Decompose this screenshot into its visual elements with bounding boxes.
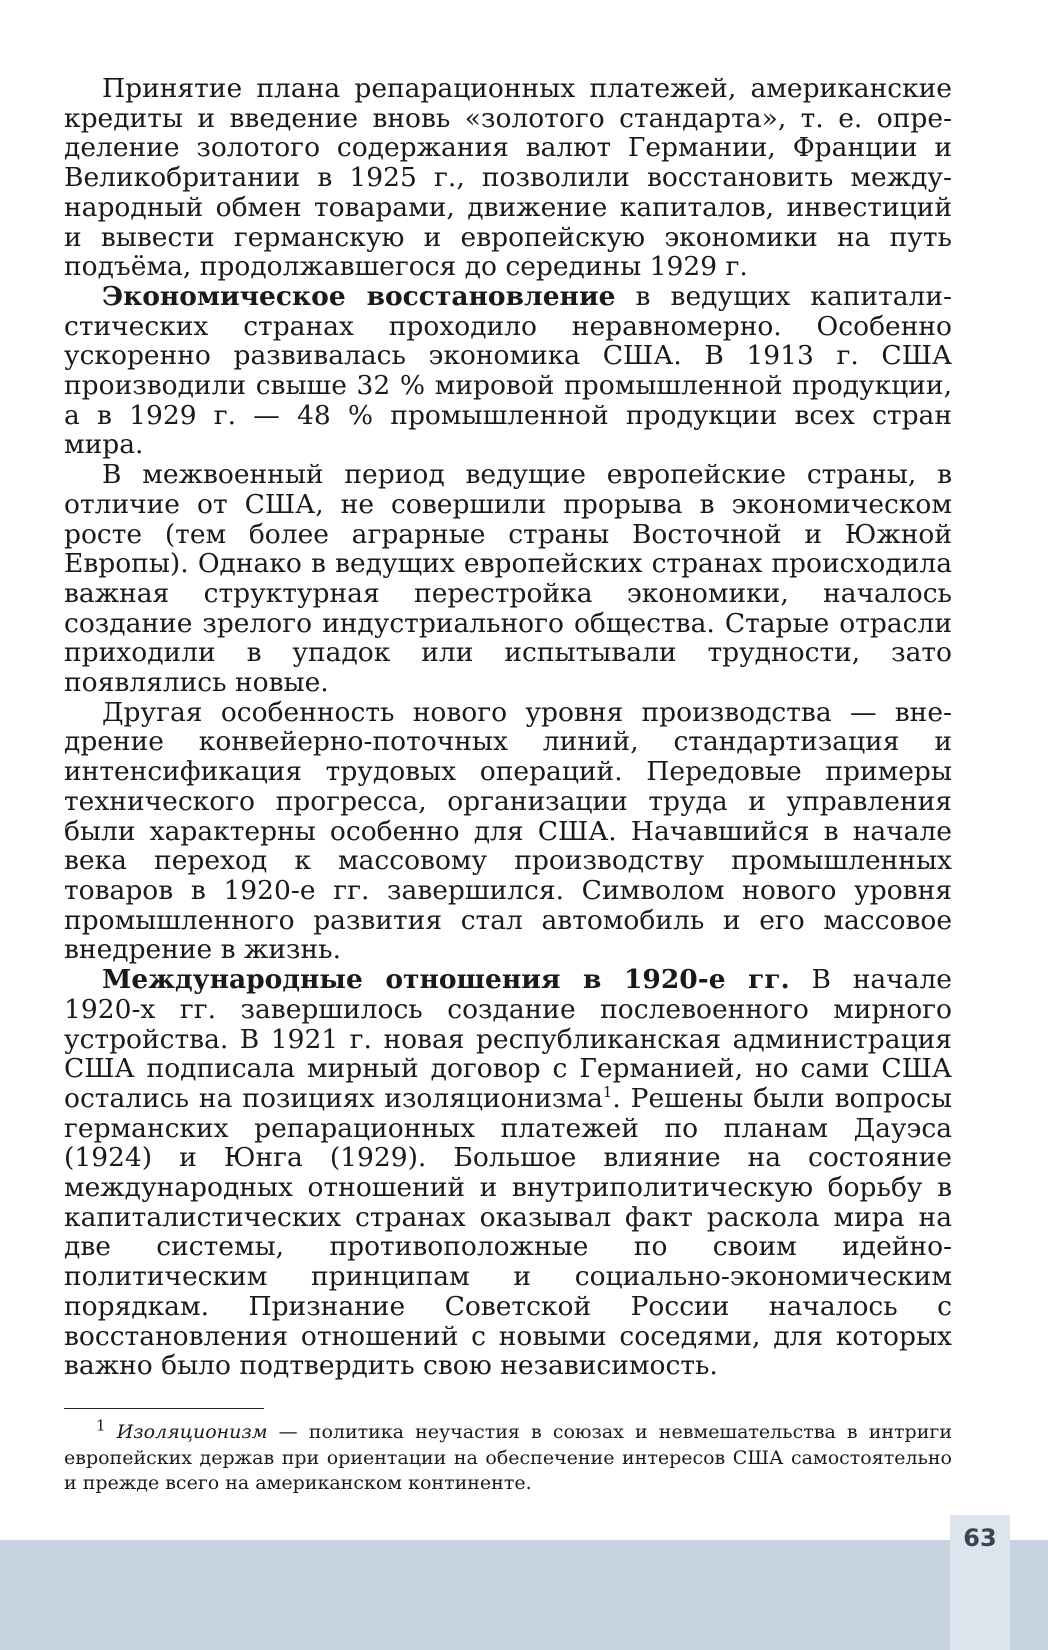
paragraph-economic-recovery	[64, 282, 952, 460]
footnote-reference: 1	[602, 1083, 613, 1102]
heading-international-relations: Международные отношения в 1920-е гг.	[102, 964, 790, 996]
footnote-text: — политика неучастия в союзах и невмешательства в интриги европейских держав при ориентации на обеспечение интересов США самостоятельно и прежде всего на американском континенте.	[64, 1421, 953, 1494]
heading-economic-recovery: Экономическое восстановление	[102, 280, 616, 312]
main-text	[64, 74, 952, 1381]
footnote-term: Изоляционизм	[116, 1421, 268, 1443]
footnote-divider	[64, 1408, 264, 1409]
paragraph-international-relations-text-a: В начале 1920-х гг. завершилось создание послевоенного мирного устройства. В 1921 г. новая республиканская администрация США подписала мирный договор с Германией, но сами США остались на позициях изоляционизма	[64, 964, 952, 1114]
paragraph-international-relations	[64, 965, 952, 1381]
paragraph-reparations: Принятие плана репарационных платежей, американские кредиты и введение вновь «золотого стандарта», т. е. определение золотого содержания валют Германии, Франции и Великобритании в 1925 г., позволили восстановить международный обмен товарами, движение капиталов, инвестиций и вывести германскую и европейскую экономики на путь подъёма, продолжавшегося до середины 1929 г.	[64, 73, 952, 283]
paragraph-mass-production: Другая особенность нового уровня производства — внедрение конвейерно-поточных линий, стандартизация и интенсификация трудовых операций. Передовые примеры технического прогресса, организации труда и управления были характерны особенно для США. Начавшийся в начале века переход к массовому производству промышленных товаров в 1920-е гг. завершился. Символом нового уровня промышленного развития стал автомобиль и его массовое внедрение в жизнь.	[64, 696, 952, 966]
footnote	[64, 1416, 953, 1497]
paragraph-economic-recovery-text: в ведущих капиталистических странах проходило неравномерно. Особенно ускоренно развивалась экономика США. В 1913 г. США производили свыше 32 % мировой промышленной продукции, а в 1929 г. — 48 % промышленной продукции всех стран мира.	[64, 280, 952, 461]
footnote-marker: 1	[96, 1416, 106, 1435]
paragraph-interwar-europe: В межвоенный период ведущие европейские страны, в отличие от США, не совершили прорыва в экономическом росте (тем более аграрные страны Восточной и Южной Европы). Однако в ведущих европейских странах происходила важная структурная перестройка экономики, началось создание зрелого индустриального общества. Старые отрасли приходили в упадок или испытывали трудности, зато появлялись новые.	[64, 459, 952, 699]
paragraph-international-relations-text-b: . Решены были вопросы германских репарационных платежей по планам Дауэса (1924) и Юнга (1929). Большое влияние на состояние международных отношений и внутриполитическую борьбу в капиталистических странах оказывал факт раскола мира на две системы, противоположные по своим идейно-политическим принципам и социально-экономическим порядкам. Признание Советской России началось с восстановления отношений с новыми соседями, для которых важно было подтвердить свою независимость.	[64, 1082, 952, 1382]
page-bottom-band	[0, 1540, 1048, 1650]
page-number: 63	[963, 1524, 997, 1552]
